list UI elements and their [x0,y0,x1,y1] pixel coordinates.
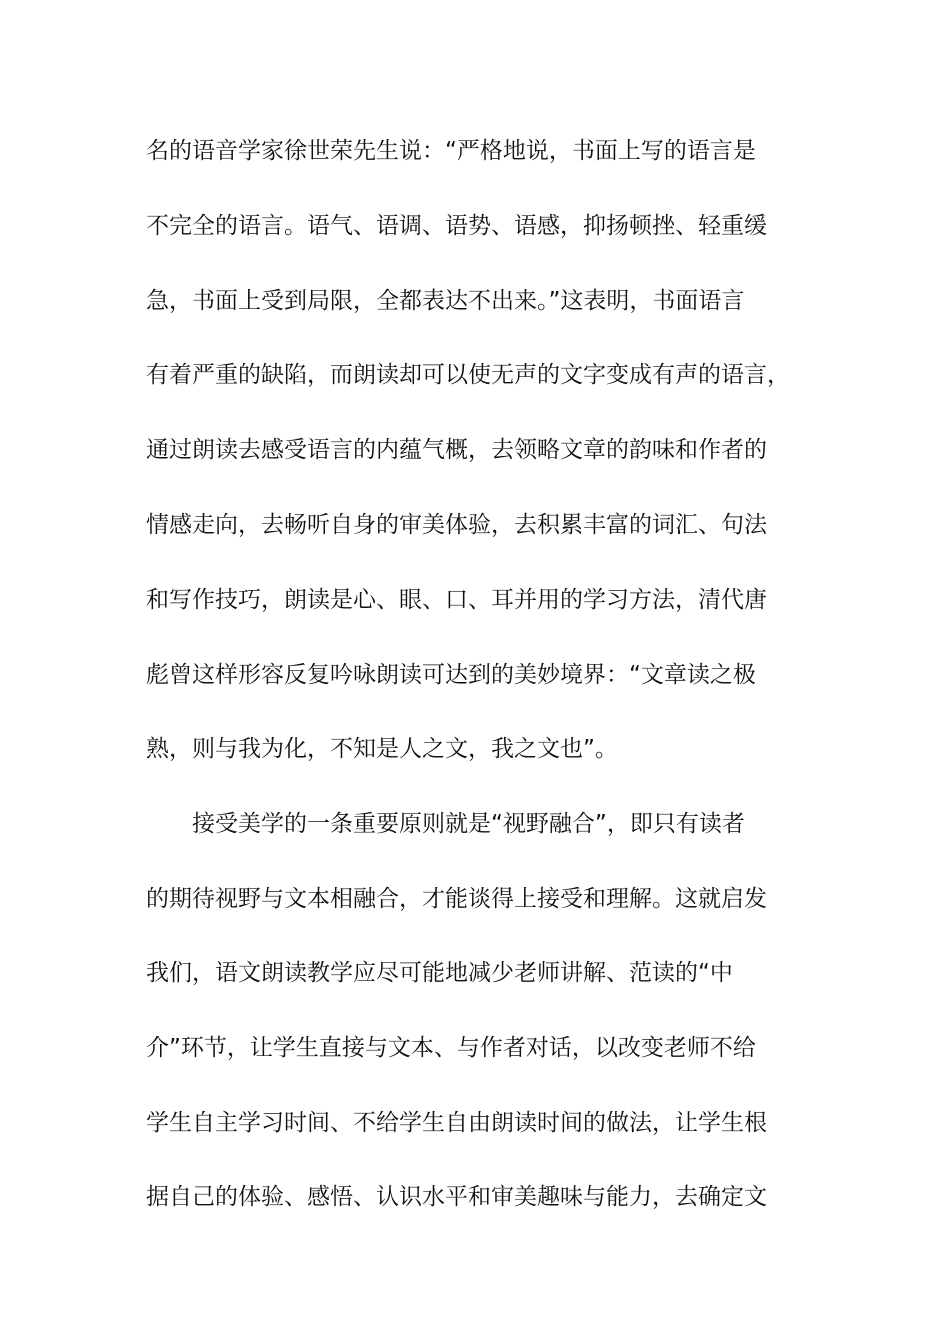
text-line: 据自己的体验、感悟、认识水平和审美趣味与能力，去确定文 [146,1184,767,1210]
text-line: 学生自主学习时间、不给学生自由朗读时间的做法，让学生根 [146,1110,767,1136]
text-line: 急，书面上受到局限，全都表达不出来。”这表明，书面语言 [146,288,745,314]
text-line-paragraph-start: 接受美学的一条重要原则就是“视野融合”，即只有读者 [192,811,745,837]
text-line: 的期待视野与文本相融合，才能谈得上接受和理解。这就启发 [146,886,767,912]
text-line: 彪曾这样形容反复吟咏朗读可达到的美妙境界：“文章读之极 [146,662,756,688]
text-line: 通过朗读去感受语言的内蕴气概，去领略文章的韵味和作者的 [146,437,767,463]
text-line: 有着严重的缺陷，而朗读却可以使无声的文字变成有声的语言， [146,362,790,388]
text-line: 介”环节，让学生直接与文本、与作者对话，以改变老师不给 [146,1035,756,1061]
text-line: 不完全的语言。语气、语调、语势、语感，抑扬顿挫、轻重缓 [146,213,767,239]
text-line: 我们，语文朗读教学应尽可能地减少老师讲解、范读的“中 [146,960,733,986]
text-line: 熟，则与我为化，不知是人之文，我之文也”。 [146,736,618,762]
text-line: 和写作技巧，朗读是心、眼、口、耳并用的学习方法，清代唐 [146,587,767,613]
text-line: 名的语音学家徐世荣先生说：“严格地说，书面上写的语言是 [146,138,756,164]
text-line: 情感走向，去畅听自身的审美体验，去积累丰富的词汇、句法 [146,512,767,538]
